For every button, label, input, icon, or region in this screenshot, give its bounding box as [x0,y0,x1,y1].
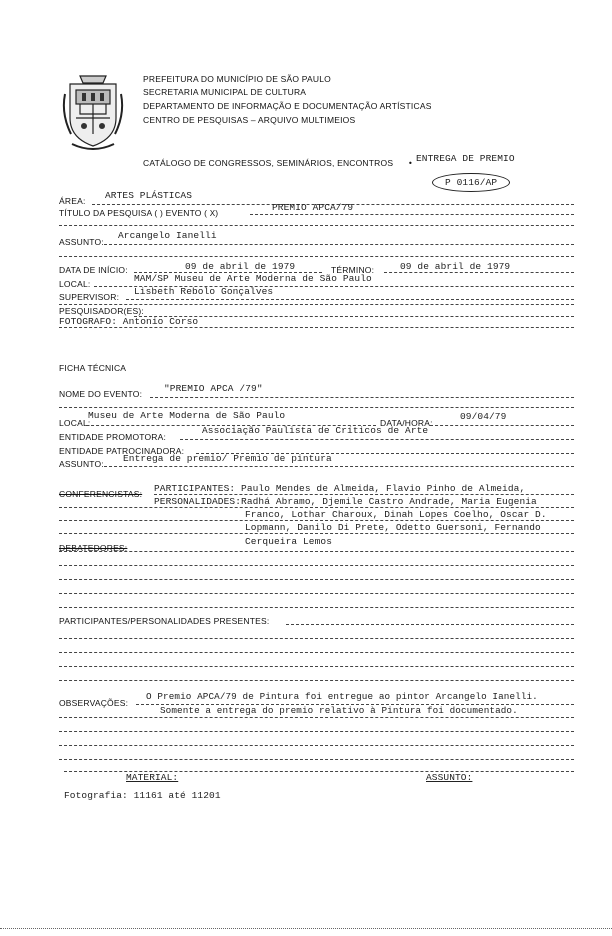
blank-line [59,565,574,566]
participants-rule [154,494,574,495]
record-code-stamp: P 0116/AP [432,173,510,192]
blank-line [59,256,574,257]
participants-line-4: Lopmann, Danilo Di Prete, Odetto Guersoni, Fernando [245,522,541,533]
blank-line [59,759,574,760]
header-line-4: CENTRO DE PESQUISAS – ARQUIVO MULTIMEIOS [143,115,356,125]
participants-line-5: Cerqueira Lemos [245,536,333,547]
ficha-subject-label: ASSUNTO: [59,459,104,469]
area-value: ARTES PLÁSTICAS [105,190,193,201]
end-date-value: 09 de abril de 1979 [400,261,511,272]
start-date-value: 09 de abril de 1979 [185,261,296,272]
blank-line [59,407,574,408]
observations-line-2: Somente a entrega do premio relativo à Pintura foi documentado. [160,705,518,716]
blank-line [59,304,574,305]
debaters-label: DEBATEDORES: [59,543,128,553]
material-label: MATERIAL: [126,772,179,783]
catalog-bullet: • [408,159,413,168]
observations-line [136,704,574,705]
blank-line [59,745,574,746]
local-value: Museu de Arte Moderna de São Paulo [88,410,286,421]
event-name-value: "PREMIO APCA /79" [164,383,263,394]
ficha-heading: FICHA TÉCNICA [59,363,127,373]
promoter-label: ENTIDADE PROMOTORA: [59,432,167,442]
blank-line [59,579,574,580]
title-line [250,214,574,215]
blank-line [59,638,574,639]
place-value: MAM/SP Museu de Arte Moderna de São Paulo [134,273,372,284]
researchers-label: PESQUISADOR(ES): [59,306,144,316]
event-name-label: NOME DO EVENTO: [59,389,143,399]
photos-value: Fotografia: 11161 até 11201 [64,790,221,801]
local-label: LOCAL: [59,418,91,428]
observations-line-1: O Premio APCA/79 de Pintura foi entregue ao pintor Arcangelo Ianelli. [146,691,538,702]
header-line-2: SECRETARIA MUNICIPAL DE CULTURA [143,87,307,97]
blank-line [59,652,574,653]
title-label: TÍTULO DA PESQUISA ( ) EVENTO ( X) [59,208,219,219]
blank-line [59,225,574,226]
place-label: LOCAL: [59,279,91,289]
supervisor-label: SUPERVISOR: [59,292,120,302]
area-label: ÁREA: [59,196,86,206]
participants-line-3: Franco, Lothar Charoux, Dinah Lopes Coelho, Oscar D. [245,509,547,520]
catalog-label: CATÁLOGO DE CONGRESSOS, SEMINÁRIOS, ENCONTROS [143,158,394,168]
participants-rule [59,533,574,534]
blank-line [59,680,574,681]
photographer-value: FOTOGRAFO: Antonio Corso [59,316,199,327]
event-name-line [150,397,574,398]
blank-line [59,731,574,732]
event-checkmark: X [209,209,216,219]
lecturers-label: CONFERENCISTAS: [59,489,143,499]
observations-label: OBSERVAÇÕES: [59,698,129,708]
blank-line [59,666,574,667]
supervisor-line [126,299,574,300]
ficha-subject-line [104,466,574,467]
title-value: PREMIO APCA/79 [272,202,354,213]
promoter-value: Associação Paulista de Críticos de Arte [202,425,429,436]
present-label: PARTICIPANTES/PERSONALIDADES PRESENTES: [59,616,270,626]
ficha-subject-value: Entrega de premio/ Premio de pintura [123,453,332,464]
datetime-line [430,425,574,426]
catalog-value: ENTREGA DE PREMIO [416,153,515,164]
subject-line [104,244,574,245]
subject-value: Arcangelo Ianelli [118,230,217,241]
datetime-label: DATA/HORA: [380,418,433,428]
footer-edge [0,928,612,929]
coat-of-arms-emblem [62,74,124,154]
researchers-line [134,316,574,317]
header-line-1: PREFEITURA DO MUNICÍPIO DE SÃO PAULO [143,74,331,84]
participants-line-2: PERSONALIDADES:Radhá Abramo, Djemile Castro Andrade, Maria Eugenia [154,496,537,507]
participants-line-1: PARTICIPANTES: Paulo Mendes de Almeida, Flavio Pinho de Almeida, [154,483,526,494]
blank-line [59,717,574,718]
blank-line [59,607,574,608]
supervisor-value: Lisbeth Rebolo Gonçalves [134,286,274,297]
sponsor-label: ENTIDADE PATROCINADORA: [59,446,185,456]
participants-rule [59,520,574,521]
assunto-label: ASSUNTO: [426,772,473,783]
participants-rule [59,507,574,508]
photographer-line [59,327,574,328]
header-line-3: DEPARTAMENTO DE INFORMAÇÃO E DOCUMENTAÇÃO ARTÍSTICAS [143,101,432,111]
present-line [286,624,574,625]
end-date-label: TÉRMINO: [331,265,375,275]
start-date-label: DATA DE INÍCIO: [59,265,128,275]
datetime-value: 09/04/79 [460,411,507,422]
end-date-line [384,272,574,273]
subject-label: ASSUNTO: [59,237,104,247]
blank-line [59,593,574,594]
promoter-line [180,439,574,440]
debaters-line [59,551,574,552]
